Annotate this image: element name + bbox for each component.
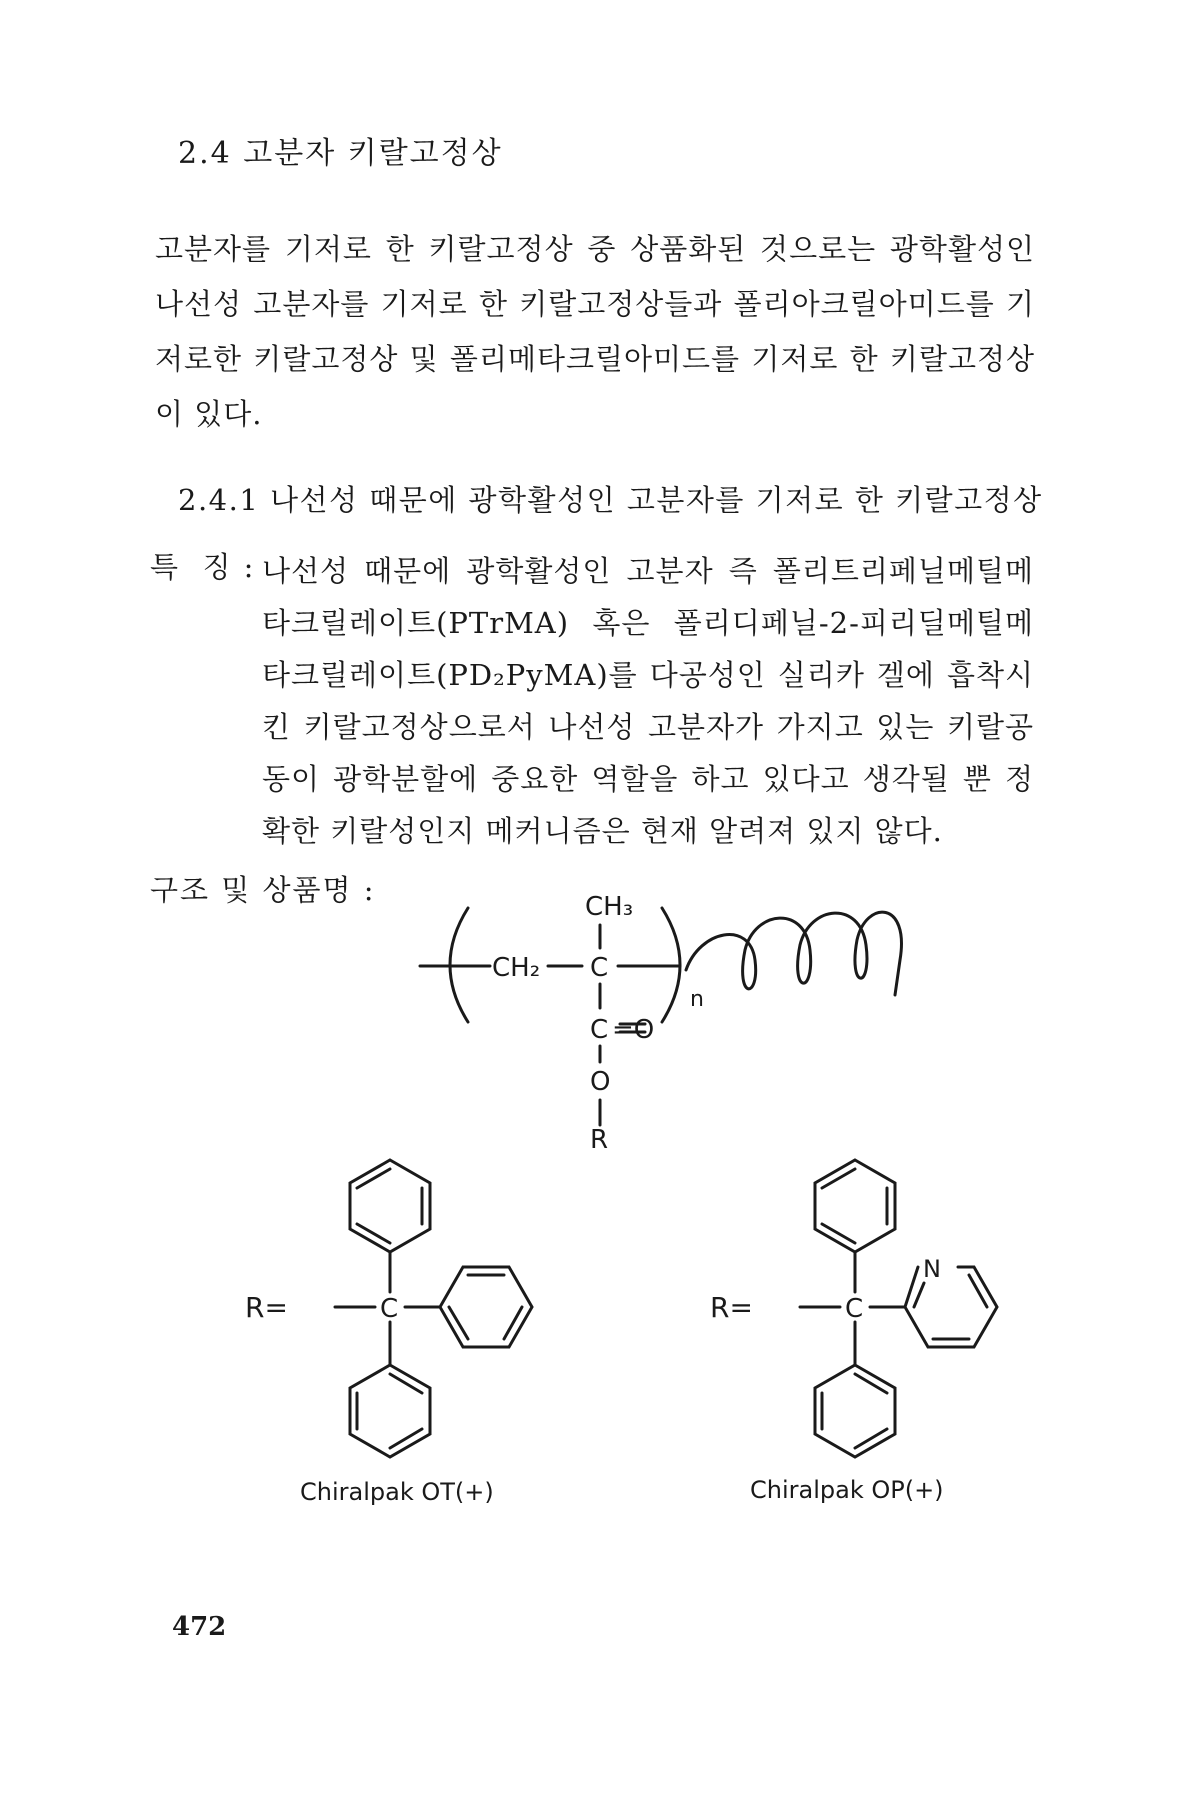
diphenylpyridylmethyl-group — [800, 1160, 997, 1457]
backbone-carbon-label: C — [590, 953, 609, 983]
ch3-label: CH₃ — [585, 892, 634, 922]
carbonyl-oxygen-label: =O — [612, 1015, 655, 1045]
page-number: 472 — [172, 1612, 227, 1642]
section-title: 2.4 고분자 키랄고정상 — [178, 136, 503, 171]
structure-label: 구조 및 상품명 : — [150, 873, 376, 907]
carbonyl-carbon-label: C — [590, 1015, 609, 1045]
r-equals-left-label: R= — [245, 1291, 288, 1324]
section-paragraph: 고분자를 기저로 한 키랄고정상 중 상품화된 것으로는 광학활성인 나선성 고분자를 기저로 한 키랄고정상들과 폴리아크릴아미드를 기저로한 키랄고정상 및 폴리메타크릴아미드를 기저로 한 키랄고정상이 있다. — [155, 232, 1035, 431]
helix-icon — [686, 912, 901, 995]
feature-text: 나선성 때문에 광학활성인 고분자 즉 폴리트리페닐메틸메타크릴레이트(PTrMA) 혹은 폴리디페닐-2-피리딜메틸메타크릴레이트(PD₂PyMA)를 다공성인 실리카 겔에 흡착시킨 키랄고정상으로서 나선성 고분자가 가지고 있는 키랄공동이 광학분할에 중요한 역할을 하고 있다고 생각될 뿐 정확한 키랄성인지 메커니즘은 현재 알려져 있지 않다. — [262, 554, 1034, 848]
product-ot-label: Chiralpak OT(+) — [300, 1478, 494, 1506]
central-carbon-right-label: C — [845, 1294, 864, 1324]
ester-oxygen-label: O — [590, 1067, 611, 1097]
central-carbon-left-label: C — [380, 1294, 399, 1324]
pyridine-nitrogen-label: N — [923, 1255, 941, 1283]
r-equals-right-label: R= — [710, 1291, 753, 1324]
feature-label: 특 징 : — [150, 550, 256, 584]
repeat-n-label: n — [690, 987, 704, 1012]
triphenylmethyl-group — [335, 1160, 532, 1457]
r-group-label: R — [590, 1125, 609, 1155]
subsection-title: 2.4.1 나선성 때문에 광학활성인 고분자를 기저로 한 키랄고정상 — [178, 483, 1043, 517]
product-op-label: Chiralpak OP(+) — [750, 1476, 944, 1504]
ch2-label: CH₂ — [492, 953, 541, 983]
